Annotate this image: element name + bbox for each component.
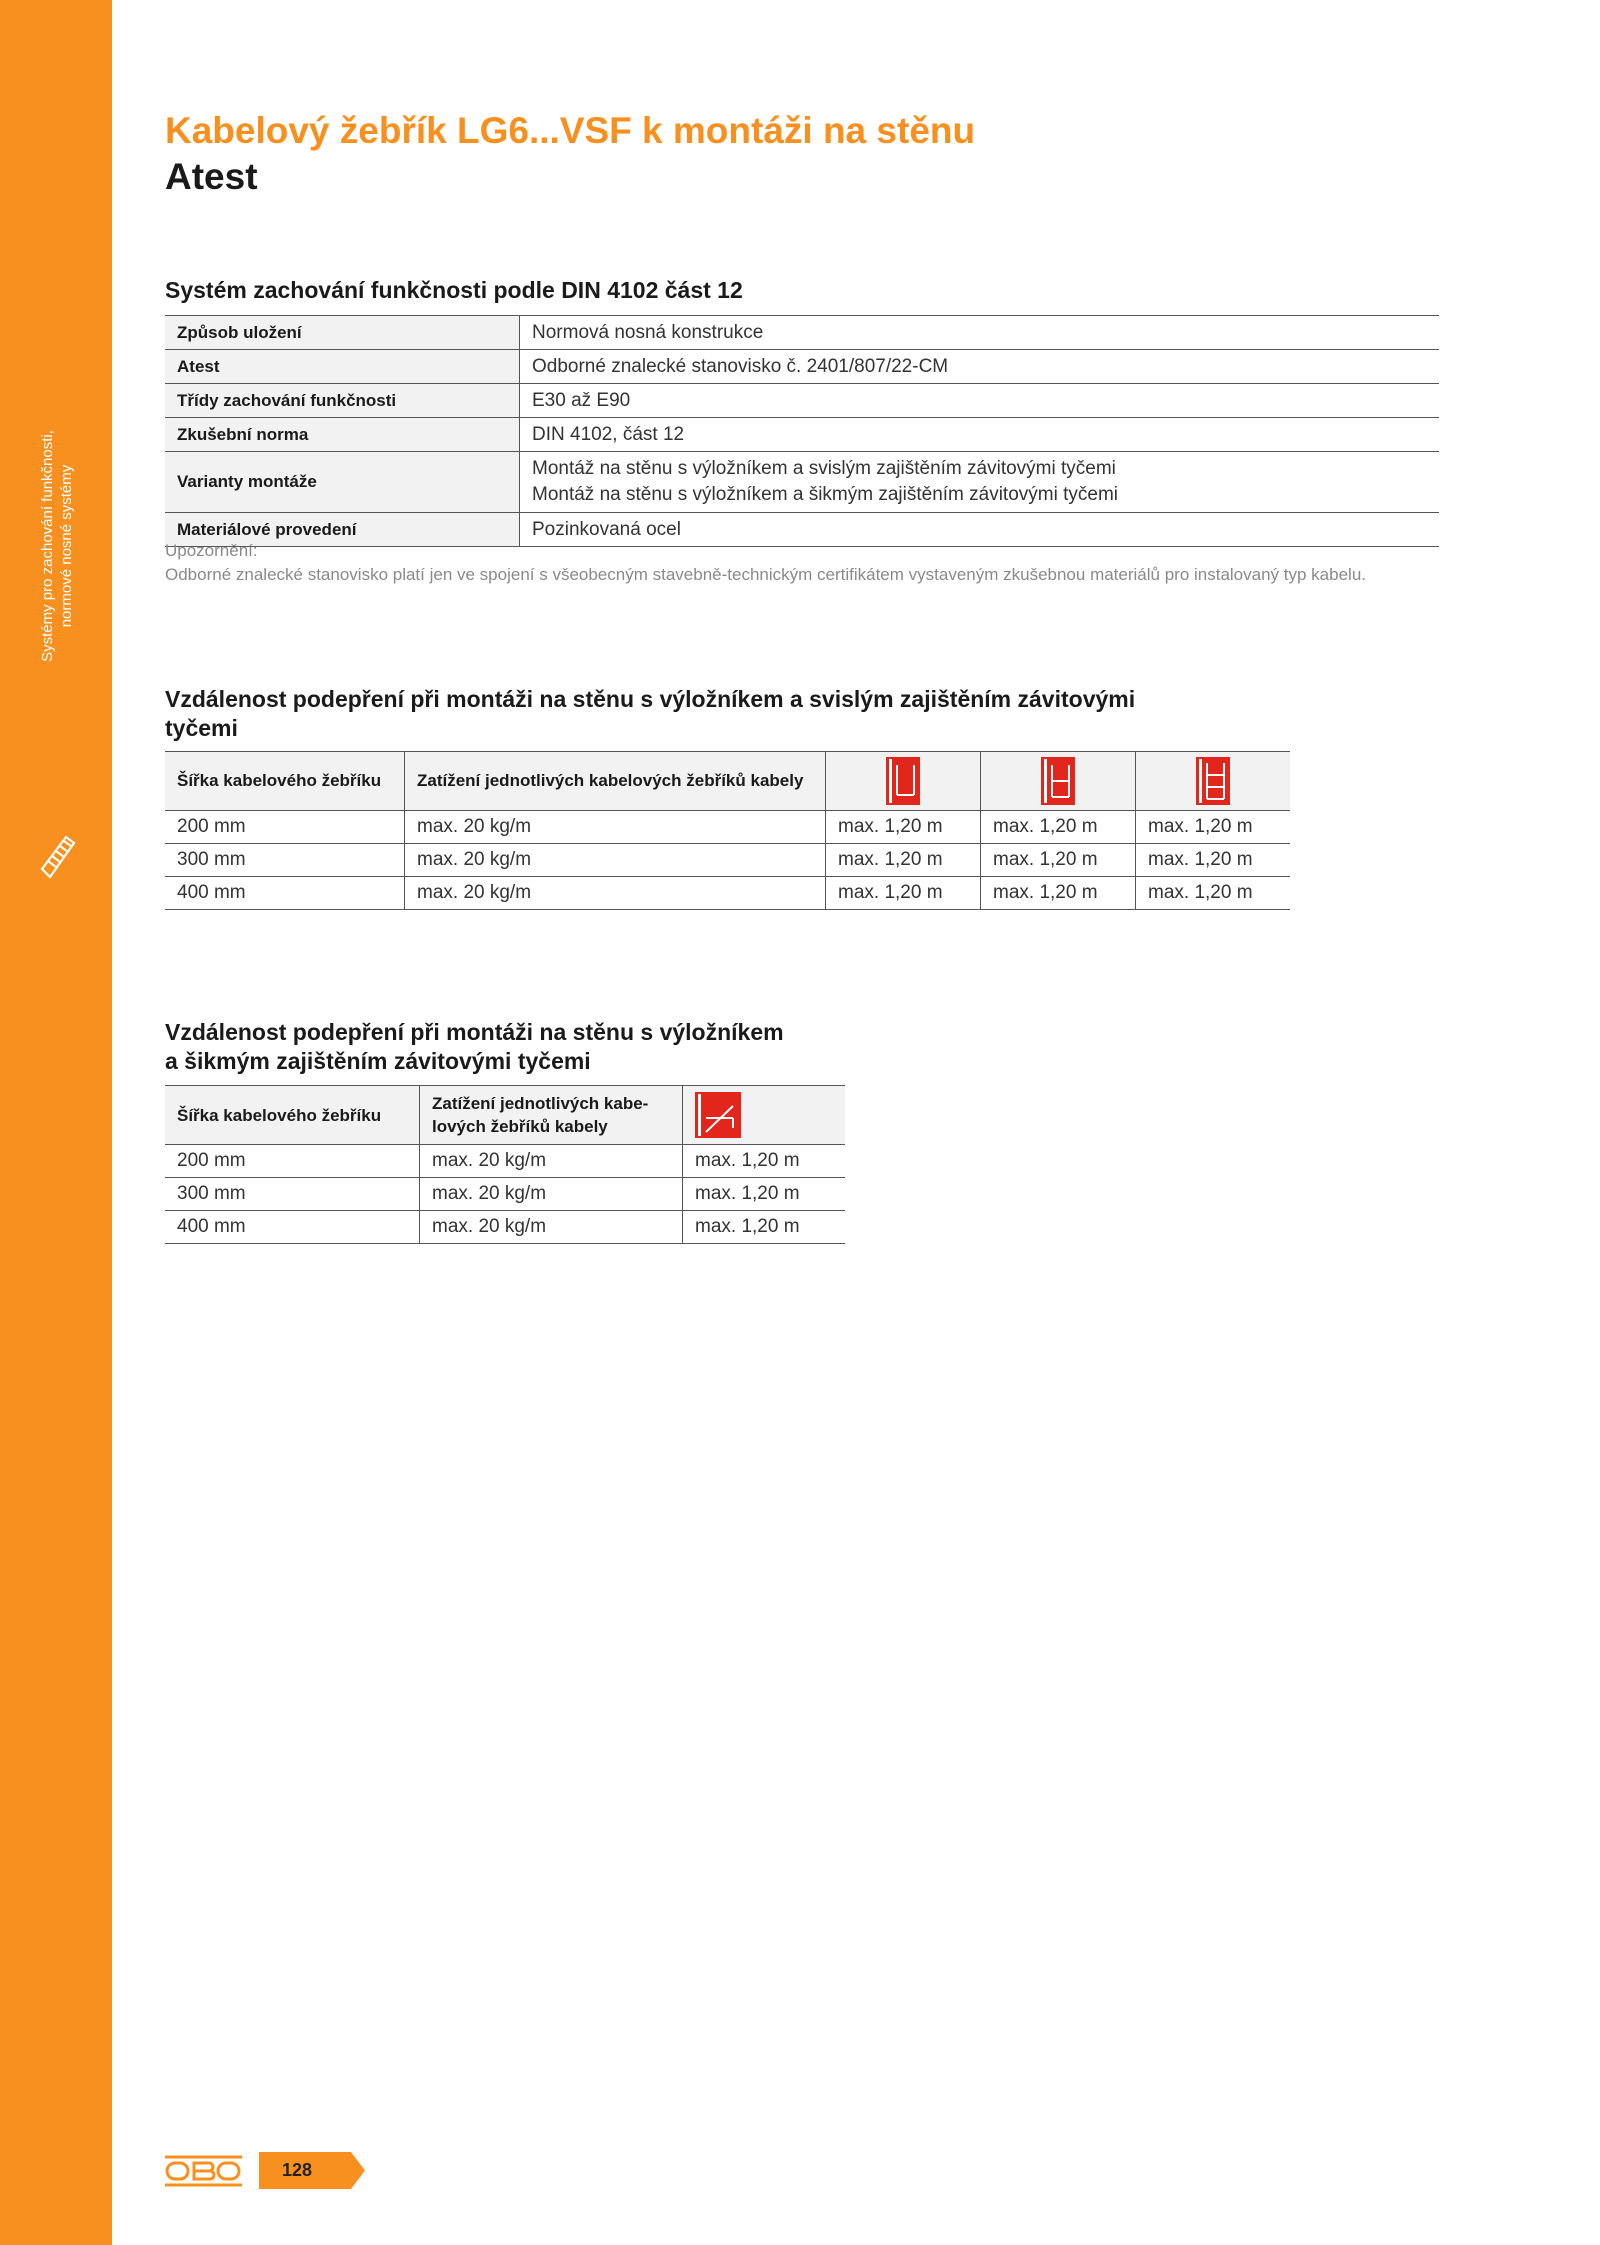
section2-heading [165, 685, 1135, 743]
table-row [165, 384, 1439, 418]
obo-logo [165, 2155, 242, 2187]
section2-heading-line1: Vzdálenost podepření při montáži na stěnu s výložníkem a svislým zajištěním závitovými [165, 686, 1136, 712]
cell-distance: max. 1,20 m [1136, 877, 1291, 910]
table-row [165, 350, 1439, 384]
cell-load: max. 20 kg/m [405, 811, 826, 844]
col-width-header: Šířka kabelového žebříku [165, 1086, 420, 1145]
note-text: Odborné znalecké stanovisko platí jen ve spojení s všeobecným stavebně-technickým certifikátem vystaveným zkušebnou materiálů pro instalovaný typ kabelu. [165, 565, 1366, 584]
cell-width: 400 mm [165, 1211, 420, 1244]
cable-ladder-icon [38, 825, 78, 885]
page-title: Kabelový žebřík LG6...VSF k montáži na stěnu [165, 110, 976, 151]
cell-load: max. 20 kg/m [405, 844, 826, 877]
table-row [165, 1178, 845, 1211]
support-distance-table-vertical [165, 751, 1290, 910]
cell-distance: max. 1,20 m [826, 844, 981, 877]
support-distance-table-diagonal [165, 1085, 845, 1244]
row-value: Odborné znalecké stanovisko č. 2401/807/22-CM [520, 350, 1440, 384]
col-load-header [420, 1086, 683, 1145]
section1-heading: Systém zachování funkčnosti podle DIN 4102 část 12 [165, 277, 743, 303]
page-subtitle: Atest [165, 156, 258, 197]
section3-heading-line1: Vzdálenost podepření při montáži na stěnu s výložníkem [165, 1019, 784, 1045]
col-load-header-line2: lových žebříků kabely [432, 1117, 608, 1136]
table-row [165, 418, 1439, 452]
cell-distance: max. 1,20 m [826, 811, 981, 844]
cell-load: max. 20 kg/m [420, 1178, 683, 1211]
row-label: Varianty montáže [165, 452, 520, 513]
section3-heading [165, 1018, 784, 1076]
row-value [520, 452, 1440, 513]
table-header-row [165, 752, 1290, 811]
table-row [165, 452, 1439, 513]
row-label: Materiálové provedení [165, 513, 520, 547]
table-row [165, 811, 1290, 844]
page-number: 128 [282, 2160, 313, 2180]
col-icon-3 [1136, 752, 1291, 811]
col-icon-1 [683, 1086, 846, 1145]
diagonal-brace-icon [695, 1092, 741, 1138]
col-load-header: Zatížení jednotlivých kabelových žebříků kabely [405, 752, 826, 811]
section3-heading-line2: a šikmým zajištěním závitovými tyčemi [165, 1048, 591, 1074]
col-icon-1 [826, 752, 981, 811]
cell-width: 400 mm [165, 877, 405, 910]
cell-distance: max. 1,20 m [826, 877, 981, 910]
table-row [165, 1211, 845, 1244]
cell-width: 200 mm [165, 811, 405, 844]
cell-distance: max. 1,20 m [981, 844, 1136, 877]
row-value: Normová nosná konstrukce [520, 316, 1440, 350]
cell-width: 200 mm [165, 1145, 420, 1178]
cell-distance: max. 1,20 m [683, 1211, 846, 1244]
note-heading: Upozornění: [165, 541, 258, 560]
row-value-line1: Montáž na stěnu s výložníkem a svislým zajištěním závitovými tyčemi [532, 458, 1116, 479]
sidebar-text-line2: normové nosné systémy [58, 464, 75, 628]
row-value: DIN 4102, část 12 [520, 418, 1440, 452]
row-label: Atest [165, 350, 520, 384]
cell-distance: max. 1,20 m [683, 1145, 846, 1178]
cell-load: max. 20 kg/m [405, 877, 826, 910]
col-icon-2 [981, 752, 1136, 811]
cell-distance: max. 1,20 m [1136, 844, 1291, 877]
col-load-header-line1: Zatížení jednotlivých kabe- [432, 1094, 649, 1113]
sidebar-text-line1: Systémy pro zachování funkčnosti, [39, 430, 56, 662]
row-label: Způsob uložení [165, 316, 520, 350]
cell-load: max. 20 kg/m [420, 1211, 683, 1244]
row-value-line2: Montáž na stěnu s výložníkem a šikmým zajištěním závitovými tyčemi [532, 484, 1119, 505]
col-width-header: Šířka kabelového žebříku [165, 752, 405, 811]
cell-width: 300 mm [165, 844, 405, 877]
row-value: E30 až E90 [520, 384, 1440, 418]
cell-width: 300 mm [165, 1178, 420, 1211]
row-label: Třídy zachování funkčnosti [165, 384, 520, 418]
cell-distance: max. 1,20 m [981, 811, 1136, 844]
table-header-row [165, 1086, 845, 1145]
table-row [165, 513, 1439, 547]
table-row [165, 844, 1290, 877]
row-value: Pozinkovaná ocel [520, 513, 1440, 547]
sidebar-text [38, 306, 86, 786]
cell-distance: max. 1,20 m [683, 1178, 846, 1211]
triple-tier-vertical-icon [1196, 757, 1230, 805]
section2-heading-line2: tyčemi [165, 715, 238, 741]
row-label: Zkušební norma [165, 418, 520, 452]
attest-table [165, 315, 1439, 547]
cell-distance: max. 1,20 m [1136, 811, 1291, 844]
cell-distance: max. 1,20 m [981, 877, 1136, 910]
double-tier-vertical-icon [1041, 757, 1075, 805]
table-row [165, 1145, 845, 1178]
single-tier-vertical-icon [886, 757, 920, 805]
cell-load: max. 20 kg/m [420, 1145, 683, 1178]
table-row [165, 877, 1290, 910]
table-row [165, 316, 1439, 350]
